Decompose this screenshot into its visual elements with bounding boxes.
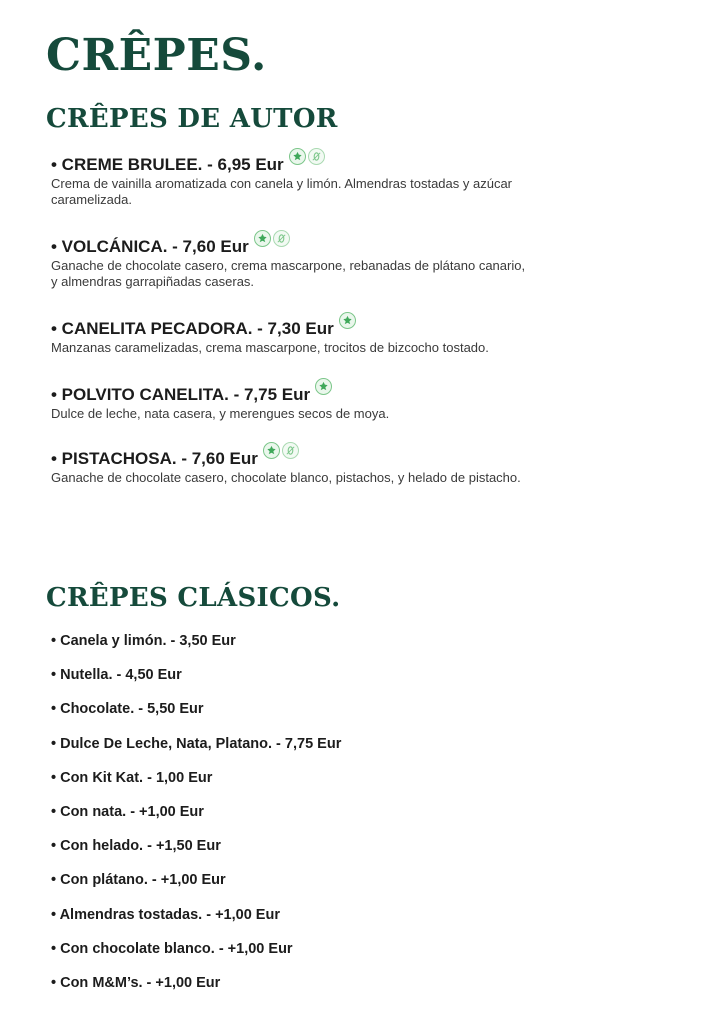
page-title: CRÊPES. (46, 30, 267, 81)
menu-item-creme-brulee (51, 154, 651, 208)
list-item: • Con M&M’s. - +1,00 Eur (51, 974, 221, 991)
gluten-free-icon (273, 230, 290, 247)
vegetarian-icon (339, 312, 356, 329)
list-item: • Con chocolate blanco. - +1,00 Eur (51, 940, 293, 957)
item-name: • POLVITO CANELITA. - 7,75 Eur (51, 385, 311, 404)
vegetarian-icon (263, 442, 280, 459)
vegetarian-icon (289, 148, 306, 165)
menu-item-volcanica (51, 236, 651, 290)
list-item: • Chocolate. - 5,50 Eur (51, 701, 204, 718)
vegetarian-icon (254, 230, 271, 247)
list-item: • Con helado. - +1,50 Eur (51, 838, 221, 855)
item-name: • VOLCÁNICA. - 7,60 Eur (51, 237, 249, 256)
item-description: Crema de vainilla aromatizada con canela y limón. Almendras tostadas y azúcar caramelizada. (51, 176, 513, 207)
item-name: • PISTACHOSA. - 7,60 Eur (51, 449, 258, 468)
item-description: Dulce de leche, nata casera, y merengues secos de moya. (51, 406, 390, 421)
section-title-autor: CRÊPES DE AUTOR (46, 104, 338, 134)
menu-item-canelita-pecadora (51, 318, 651, 356)
classic-crepes-list (51, 630, 341, 1006)
list-item: • Dulce De Leche, Nata, Platano. - 7,75 Eur (51, 735, 342, 752)
list-item: • Con plátano. - +1,00 Eur (51, 872, 226, 889)
vegetarian-icon (315, 378, 332, 395)
list-item: • Canela y limón. - 3,50 Eur (51, 633, 236, 649)
gluten-free-icon (282, 442, 299, 459)
section-title-clasicos: CRÊPES CLÁSICOS. (46, 583, 341, 613)
item-description: Ganache de chocolate casero, crema mascarpone, rebanadas de plátano canario, y almendras garrapiñadas caseras. (51, 258, 526, 289)
list-item: • Con nata. - +1,00 Eur (51, 803, 204, 820)
item-name: • CREME BRULEE. - 6,95 Eur (51, 155, 284, 174)
item-description: Manzanas caramelizadas, crema mascarpone, trocitos de bizcocho tostado. (51, 340, 489, 355)
item-name: • CANELITA PECADORA. - 7,30 Eur (51, 319, 334, 338)
gluten-free-icon (308, 148, 325, 165)
menu-item-polvito-canelita (51, 384, 651, 422)
list-item: • Con Kit Kat. - 1,00 Eur (51, 769, 213, 786)
menu-item-pistachosa (51, 448, 651, 486)
list-item: • Nutella. - 4,50 Eur (51, 667, 182, 684)
item-description: Ganache de chocolate casero, chocolate blanco, pistachos, y helado de pistacho. (51, 470, 521, 485)
list-item: • Almendras tostadas. - +1,00 Eur (51, 906, 280, 923)
